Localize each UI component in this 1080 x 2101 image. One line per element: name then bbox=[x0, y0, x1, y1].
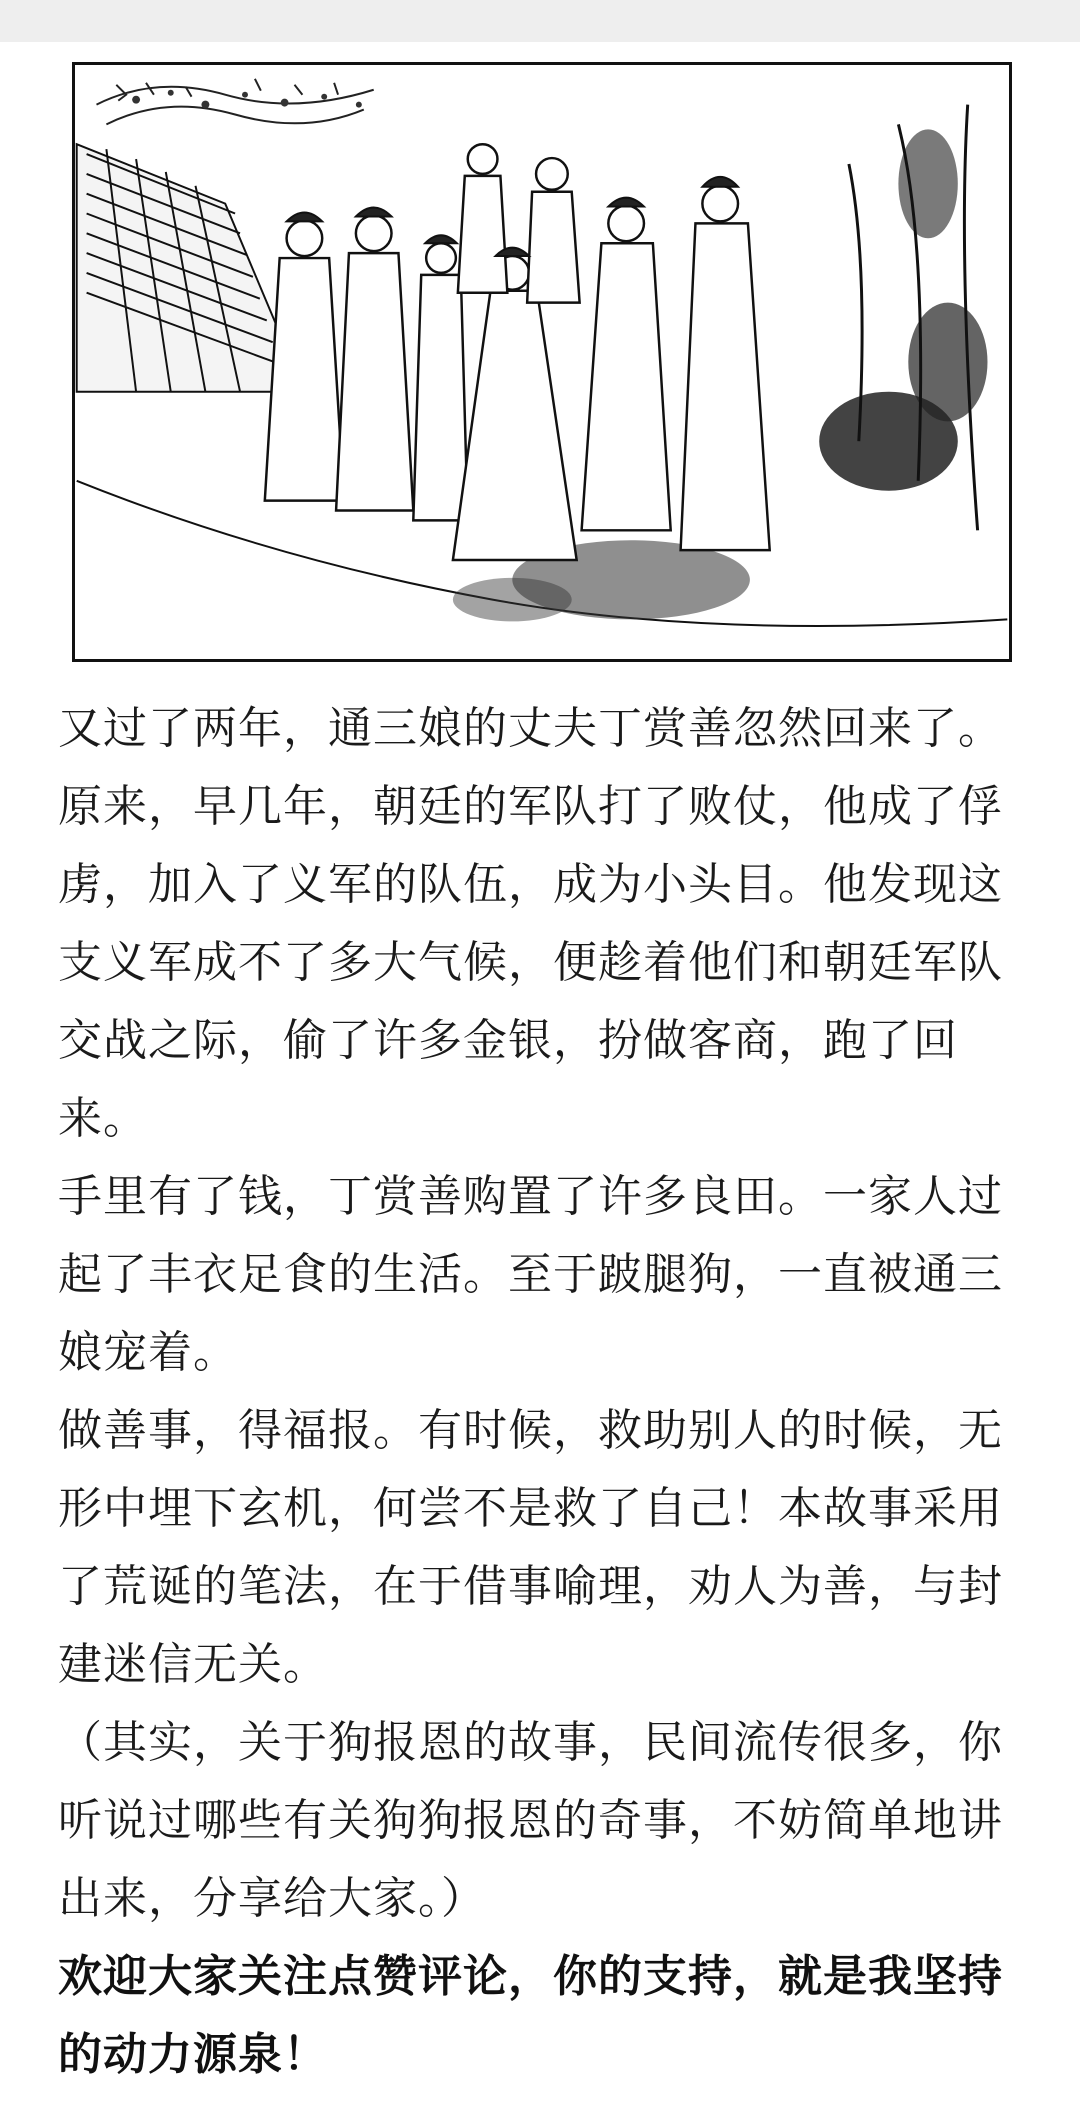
article-closing: 欢迎大家关注点赞评论，你的支持，就是我坚持的动力源泉！ bbox=[58, 1951, 1003, 2080]
article-paragraph-3: 做善事，得福报。有时候，救助别人的时候，无形中埋下玄机，何尝不是救了自己！本故事采用了荒诞的笔法，在于借事喻理，劝人为善，与封建迷信无关。 bbox=[58, 1405, 1003, 1690]
ink-drawing-icon bbox=[75, 65, 1009, 659]
top-status-band bbox=[0, 0, 1080, 42]
article-paragraph-2: 手里有了钱，丁赏善购置了许多良田。一家人过起了丰衣足食的生活。至于跛腿狗，一直被通三娘宠着。 bbox=[58, 1171, 1003, 1378]
story-illustration bbox=[72, 62, 1012, 662]
article-paragraph-4: （其实，关于狗报恩的故事，民间流传很多，你听说过哪些有关狗狗报恩的奇事，不妨简单地讲出来，分享给大家。） bbox=[58, 1717, 1003, 1924]
article-paragraph-1: 又过了两年，通三娘的丈夫丁赏善忽然回来了。原来，早几年，朝廷的军队打了败仗，他成了俘虏，加入了义军的队伍，成为小头目。他发现这支义军成不了多大气候，便趁着他们和朝廷军队交战之际，偷了许多金银，扮做客商，跑了回来。 bbox=[58, 703, 1003, 1144]
article-body bbox=[58, 690, 1026, 2094]
